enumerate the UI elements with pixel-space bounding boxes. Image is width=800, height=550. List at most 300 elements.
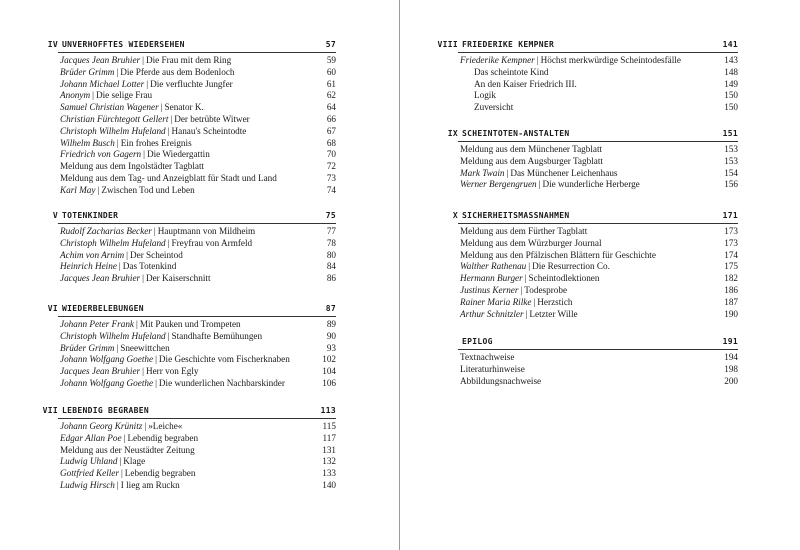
entry-author: Ludwig Uhland <box>60 456 118 467</box>
entry-text <box>460 285 567 295</box>
entry-text <box>460 156 603 166</box>
separator: | <box>116 66 119 77</box>
entry-page-number: 133 <box>322 468 336 479</box>
entry-page-number: 182 <box>724 273 738 284</box>
toc-entry[interactable] <box>60 161 336 173</box>
entry-text <box>60 238 252 248</box>
entry-text <box>460 261 610 271</box>
entry-text <box>60 343 170 353</box>
entry-text <box>460 144 602 154</box>
toc-entry[interactable] <box>460 79 738 91</box>
entry-page-number: 90 <box>326 330 336 341</box>
entry-title: Der Scheintod <box>129 249 183 260</box>
entry-page-number: 174 <box>724 249 738 260</box>
entry-page-number: 148 <box>724 66 738 77</box>
toc-entry[interactable] <box>60 456 336 468</box>
toc-entry[interactable] <box>60 261 336 273</box>
entry-page-number: 77 <box>326 226 336 236</box>
toc-entry[interactable] <box>60 138 336 150</box>
entry-list <box>460 226 738 320</box>
toc-entry[interactable] <box>460 226 738 238</box>
section-number: IV <box>47 40 58 49</box>
section-title: UNVERHOFFTES WIEDERSEHEN <box>62 40 185 49</box>
entry-page-number: 173 <box>724 237 738 248</box>
entry-text <box>460 250 656 260</box>
toc-entry[interactable] <box>60 445 336 457</box>
separator: | <box>116 342 119 353</box>
separator: | <box>533 296 536 307</box>
entry-text <box>460 179 640 189</box>
entry-author: Johann Wolfgang Goethe <box>60 377 154 388</box>
entry-author: Johann Michael Lotter <box>60 78 145 89</box>
entry-text <box>460 79 577 89</box>
entry-author: Mark Twain <box>460 167 505 178</box>
entry-text <box>460 297 573 307</box>
entry-text <box>60 456 145 466</box>
entry-text <box>60 90 152 100</box>
toc-entry[interactable] <box>60 67 336 79</box>
entry-list <box>60 55 336 197</box>
section-page-number: 191 <box>722 337 738 346</box>
entry-text <box>60 173 277 183</box>
separator: | <box>142 55 144 65</box>
entry-title: Meldung aus dem Fürther Tagblatt <box>460 226 588 236</box>
separator: | <box>520 284 523 295</box>
entry-page-number: 150 <box>724 90 738 101</box>
entry-page-number: 68 <box>326 137 336 148</box>
entry-text <box>60 226 255 236</box>
entry-text <box>60 354 290 364</box>
toc-section <box>436 335 738 386</box>
entry-title: Senator K. <box>164 102 204 113</box>
entry-page-number: 175 <box>724 261 738 272</box>
entry-page-number: 194 <box>724 352 738 362</box>
entry-text <box>60 378 285 388</box>
toc-entry[interactable] <box>460 376 738 388</box>
entry-title: Lebendig begraben <box>124 468 196 479</box>
entry-author: Heinrich Heine <box>60 261 117 272</box>
entry-text <box>60 126 246 136</box>
section-heading <box>36 302 336 315</box>
toc-entry[interactable] <box>460 179 738 191</box>
entry-title: Todesprobe <box>524 284 568 295</box>
entry-page-number: 132 <box>322 456 336 467</box>
entry-title: An den Kaiser Friedrich III. <box>474 78 577 89</box>
entry-page-number: 59 <box>326 55 336 65</box>
section-heading <box>36 209 336 222</box>
entry-page-number: 154 <box>724 167 738 178</box>
entry-title: Abbildungsnachweise <box>460 375 542 386</box>
separator: | <box>524 273 527 284</box>
entry-author: Rudolf Zacharias Becker <box>60 226 152 236</box>
separator: | <box>538 179 541 190</box>
entry-author: Friedrich von Gagern <box>60 149 142 160</box>
entry-page-number: 153 <box>724 144 738 154</box>
entry-page-number: 61 <box>326 78 336 89</box>
toc-entry[interactable] <box>60 354 336 366</box>
separator: | <box>142 273 144 284</box>
toc-entry[interactable] <box>460 90 738 102</box>
toc-section <box>36 302 336 388</box>
toc-entry[interactable] <box>60 319 336 331</box>
separator: | <box>144 421 147 431</box>
entry-title: Die wunderlichen Nachbarskinder <box>158 377 285 388</box>
entry-title: Meldung aus dem Würzburger Journal <box>460 237 602 248</box>
entry-title: I lieg am Ruckn <box>120 479 180 490</box>
entry-page-number: 64 <box>326 102 336 113</box>
toc-entry[interactable] <box>60 366 336 378</box>
toc-entry[interactable] <box>460 67 738 79</box>
entry-title: Der betrübte Witwer <box>174 113 250 124</box>
entry-title: Freyfrau von Armfeld <box>171 237 253 248</box>
entry-title: Herzstich <box>537 296 573 307</box>
entry-page-number: 190 <box>724 308 738 319</box>
entry-text <box>60 445 195 455</box>
section-rule <box>458 141 738 142</box>
toc-entry[interactable] <box>460 285 738 297</box>
toc-entry[interactable] <box>60 226 336 238</box>
toc-entry[interactable] <box>60 250 336 262</box>
toc-entry[interactable] <box>460 168 738 180</box>
entry-page-number: 143 <box>724 55 738 65</box>
section-rule <box>458 52 738 53</box>
entry-title: Meldung aus dem Tag- und Anzeigblatt für Stadt und Land <box>60 172 277 183</box>
entry-title: Die Resurrection Co. <box>532 261 610 272</box>
entry-author: Karl May <box>60 184 96 195</box>
entry-page-number: 115 <box>322 421 336 431</box>
toc-entry[interactable] <box>60 343 336 355</box>
entry-page-number: 74 <box>326 184 336 195</box>
section-number: VII <box>42 406 58 415</box>
entry-page-number: 89 <box>326 319 336 329</box>
entry-author: Justinus Kerner <box>460 284 519 295</box>
entry-text <box>60 102 204 112</box>
entry-title: Höchst merkwürdige Scheintodesfälle <box>540 55 681 65</box>
toc-entry[interactable] <box>460 364 738 376</box>
entry-text <box>60 433 198 443</box>
entry-author: Ludwig Hirsch <box>60 479 115 490</box>
section-number: IX <box>447 129 458 138</box>
entry-title: Sneewittchen <box>120 342 170 353</box>
entry-page-number: 86 <box>326 273 336 284</box>
entry-title: Meldung aus der Neustädter Zeitung <box>60 444 195 455</box>
entry-page-number: 72 <box>326 161 336 172</box>
entry-page-number: 67 <box>326 125 336 136</box>
entry-page-number: 140 <box>322 479 336 490</box>
entry-page-number: 62 <box>326 90 336 101</box>
section-page-number: 87 <box>325 304 336 313</box>
entry-text <box>460 309 578 319</box>
toc-entry[interactable] <box>460 261 738 273</box>
entry-title: Zwischen Tod und Leben <box>101 184 195 195</box>
separator: | <box>146 78 149 89</box>
separator: | <box>167 125 170 136</box>
toc-entry[interactable] <box>60 238 336 250</box>
separator: | <box>116 479 119 490</box>
section-title: TOTENKINDER <box>62 211 119 220</box>
separator: | <box>118 261 121 272</box>
entry-page-number: 131 <box>322 444 336 455</box>
toc-entry[interactable] <box>460 102 738 114</box>
entry-page-number: 153 <box>724 155 738 166</box>
entry-title: »Leiche« <box>148 421 183 431</box>
entry-title: Zuversicht <box>474 102 514 113</box>
entry-text <box>460 376 541 386</box>
entry-page-number: 106 <box>322 377 336 388</box>
entry-author: Achim von Arnim <box>60 249 125 260</box>
separator: | <box>153 226 156 236</box>
entry-title: Das scheintote Kind <box>474 66 549 77</box>
entry-page-number: 200 <box>724 375 738 386</box>
entry-list <box>60 226 336 285</box>
entry-text <box>60 161 204 171</box>
entry-list <box>460 55 738 114</box>
section-heading <box>36 404 336 417</box>
entry-title: Klage <box>123 456 146 467</box>
entry-text <box>60 250 183 260</box>
entry-author: Friederike Kempner <box>460 55 535 65</box>
entry-text <box>460 90 496 100</box>
separator: | <box>120 468 123 479</box>
separator: | <box>143 149 145 160</box>
entry-text <box>60 331 262 341</box>
entry-list <box>60 319 336 390</box>
entry-text <box>60 79 233 89</box>
toc-entry[interactable] <box>60 90 336 102</box>
separator: | <box>123 432 126 443</box>
toc-entry[interactable] <box>460 55 738 67</box>
right-page <box>400 0 800 550</box>
entry-page-number: 66 <box>326 113 336 124</box>
section-number: V <box>52 211 58 220</box>
toc-section <box>436 209 738 319</box>
entry-page-number: 187 <box>724 296 738 307</box>
toc-entry[interactable] <box>60 114 336 126</box>
entry-text <box>460 55 681 65</box>
separator: | <box>167 330 170 341</box>
toc-section <box>436 127 738 190</box>
toc-entry[interactable] <box>60 421 336 433</box>
entry-title: Das Münchener Leichenhaus <box>510 167 618 178</box>
entry-text <box>60 185 195 195</box>
section-title: SICHERHEITSMASSNAHMEN <box>462 211 570 220</box>
entry-page-number: 84 <box>326 261 336 272</box>
entry-text <box>60 366 199 376</box>
section-number: X <box>452 211 458 220</box>
entry-title: Das Totenkind <box>122 261 177 272</box>
entry-title: Meldung aus dem Augsburger Tagblatt <box>460 155 603 166</box>
toc-entry[interactable] <box>460 250 738 262</box>
section-heading <box>36 38 336 51</box>
entry-text <box>60 468 195 478</box>
toc-entry[interactable] <box>60 79 336 91</box>
entry-list <box>460 144 738 191</box>
entry-author: Werner Bergengruen <box>460 179 537 190</box>
toc-entry[interactable] <box>60 378 336 390</box>
entry-author: Wilhelm Busch <box>60 137 115 148</box>
entry-page-number: 93 <box>326 342 336 353</box>
toc-entry[interactable] <box>60 273 336 285</box>
separator: | <box>142 366 144 377</box>
entry-text <box>460 226 587 236</box>
entry-author: Jacques Jean Bruhier <box>60 366 141 377</box>
entry-title: Herr von Egly <box>145 366 199 377</box>
section-title: EPILOG <box>462 337 493 346</box>
separator: | <box>119 456 122 467</box>
toc-entry[interactable] <box>460 156 738 168</box>
entry-text <box>460 102 513 112</box>
toc-entry[interactable] <box>460 238 738 250</box>
entry-author: Christoph Wilhelm Hufeland <box>60 330 166 341</box>
separator: | <box>167 237 170 248</box>
entry-title: Die Frau mit dem Ring <box>145 55 232 65</box>
entry-list <box>460 352 738 387</box>
entry-title: Der Kaiserschnitt <box>145 273 211 284</box>
section-heading <box>436 38 738 51</box>
entry-title: Lebendig begraben <box>127 432 199 443</box>
entry-author: Edgar Allan Poe <box>60 432 122 443</box>
entry-text <box>460 67 549 77</box>
section-page-number: 113 <box>320 406 336 415</box>
entry-title: Letzter Wille <box>529 308 578 319</box>
section-rule <box>458 349 738 350</box>
entry-title: Meldung aus dem Münchener Tagblatt <box>460 144 603 154</box>
separator: | <box>116 137 119 148</box>
entry-page-number: 60 <box>326 66 336 77</box>
section-page-number: 57 <box>325 40 336 49</box>
separator: | <box>506 167 509 178</box>
entry-title: Ein frohes Ereignis <box>120 137 192 148</box>
entry-text <box>60 480 180 490</box>
entry-page-number: 104 <box>322 366 336 377</box>
separator: | <box>97 184 100 195</box>
entry-title: Die Wiedergattin <box>146 149 210 160</box>
entry-text <box>60 261 176 271</box>
entry-text <box>60 149 210 159</box>
section-rule <box>58 418 336 419</box>
separator: | <box>155 354 157 365</box>
entry-text <box>460 238 602 248</box>
entry-title: Die wunderliche Herberge <box>542 179 640 190</box>
entry-text <box>460 364 525 374</box>
entry-page-number: 186 <box>724 284 738 295</box>
toc-entry[interactable] <box>460 309 738 321</box>
entry-page-number: 78 <box>326 237 336 248</box>
section-page-number: 141 <box>722 40 738 49</box>
section-heading <box>436 209 738 222</box>
entry-text <box>60 421 182 431</box>
separator: | <box>525 308 528 319</box>
entry-page-number: 149 <box>724 78 738 89</box>
entry-title: Mit Pauken und Trompeten <box>139 319 241 329</box>
entry-author: Arthur Schnitzler <box>460 308 524 319</box>
entry-title: Meldung aus den Pfälzischen Blättern für Geschichte <box>460 249 656 260</box>
separator: | <box>126 249 128 260</box>
entry-text <box>460 273 599 283</box>
entry-title: Die Pferde aus dem Bodenloch <box>120 66 235 77</box>
toc-section <box>36 209 336 284</box>
section-title: SCHEINTOTEN-ANSTALTEN <box>462 129 570 138</box>
toc-entry[interactable] <box>60 173 336 185</box>
entry-text <box>60 67 235 77</box>
entry-page-number: 150 <box>724 102 738 113</box>
toc-entry[interactable] <box>460 144 738 156</box>
entry-title: Meldung aus dem Ingolstädter Tagblatt <box>60 161 205 172</box>
entry-text <box>460 168 618 178</box>
toc-entry[interactable] <box>60 480 336 492</box>
toc-section <box>36 38 336 195</box>
toc-entry[interactable] <box>60 102 336 114</box>
toc-entry[interactable] <box>60 433 336 445</box>
entry-page-number: 198 <box>724 363 738 374</box>
entry-author: Brüder Grimm <box>60 342 115 353</box>
toc-entry[interactable] <box>460 297 738 309</box>
section-rule <box>58 52 336 53</box>
entry-title: Hanau's Scheintodte <box>171 125 247 136</box>
toc-section <box>36 404 336 490</box>
toc-entry[interactable] <box>60 55 336 67</box>
entry-title: Scheintodlektionen <box>528 273 600 284</box>
separator: | <box>92 90 94 101</box>
entry-author: Johann Peter Frank <box>60 319 134 329</box>
entry-author: Johann Georg Krünitz <box>60 421 143 431</box>
entry-title: Logik <box>474 90 496 101</box>
entry-title: Hauptmann von Mildheim <box>157 226 256 236</box>
section-number: VIII <box>437 40 458 49</box>
entry-page-number: 73 <box>326 172 336 183</box>
entry-author: Gottfried Keller <box>60 468 119 479</box>
toc-entry[interactable] <box>60 331 336 343</box>
entry-page-number: 102 <box>322 354 336 365</box>
entry-page-number: 80 <box>326 249 336 260</box>
toc-entry[interactable] <box>460 352 738 364</box>
entry-title: Die verfluchte Jungfer <box>150 78 233 89</box>
entry-page-number: 156 <box>724 179 738 190</box>
entry-title: Standhafte Bemühungen <box>171 330 263 341</box>
toc-section <box>436 38 738 113</box>
entry-page-number: 70 <box>326 149 336 160</box>
section-page-number: 75 <box>325 211 336 220</box>
entry-text <box>60 319 241 329</box>
separator: | <box>136 319 138 329</box>
toc-entry[interactable] <box>60 149 336 161</box>
entry-author: Walther Rathenau <box>460 261 527 272</box>
entry-text <box>60 114 250 124</box>
entry-text <box>60 273 211 283</box>
entry-text <box>60 138 192 148</box>
section-rule <box>58 223 336 224</box>
toc-entry[interactable] <box>60 126 336 138</box>
entry-author: Christoph Wilhelm Hufeland <box>60 125 166 136</box>
entry-list <box>60 421 336 492</box>
entry-author: Johann Wolfgang Goethe <box>60 354 154 365</box>
toc-entry[interactable] <box>60 185 336 197</box>
section-title: LEBENDIG BEGRABEN <box>62 406 149 415</box>
separator: | <box>528 261 531 272</box>
toc-entry[interactable] <box>460 273 738 285</box>
entry-page-number: 117 <box>322 432 336 443</box>
entry-author: Hermann Burger <box>460 273 523 284</box>
entry-title: Textnachweise <box>460 352 515 362</box>
section-number: VI <box>47 304 58 313</box>
section-heading <box>436 335 738 348</box>
separator: | <box>536 55 539 65</box>
section-page-number: 151 <box>722 129 738 138</box>
entry-title: Die Geschichte vom Fischerknaben <box>158 354 290 365</box>
toc-entry[interactable] <box>60 468 336 480</box>
entry-author: Rainer Maria Rilke <box>460 296 532 307</box>
entry-title: Literaturhinweise <box>460 363 525 374</box>
